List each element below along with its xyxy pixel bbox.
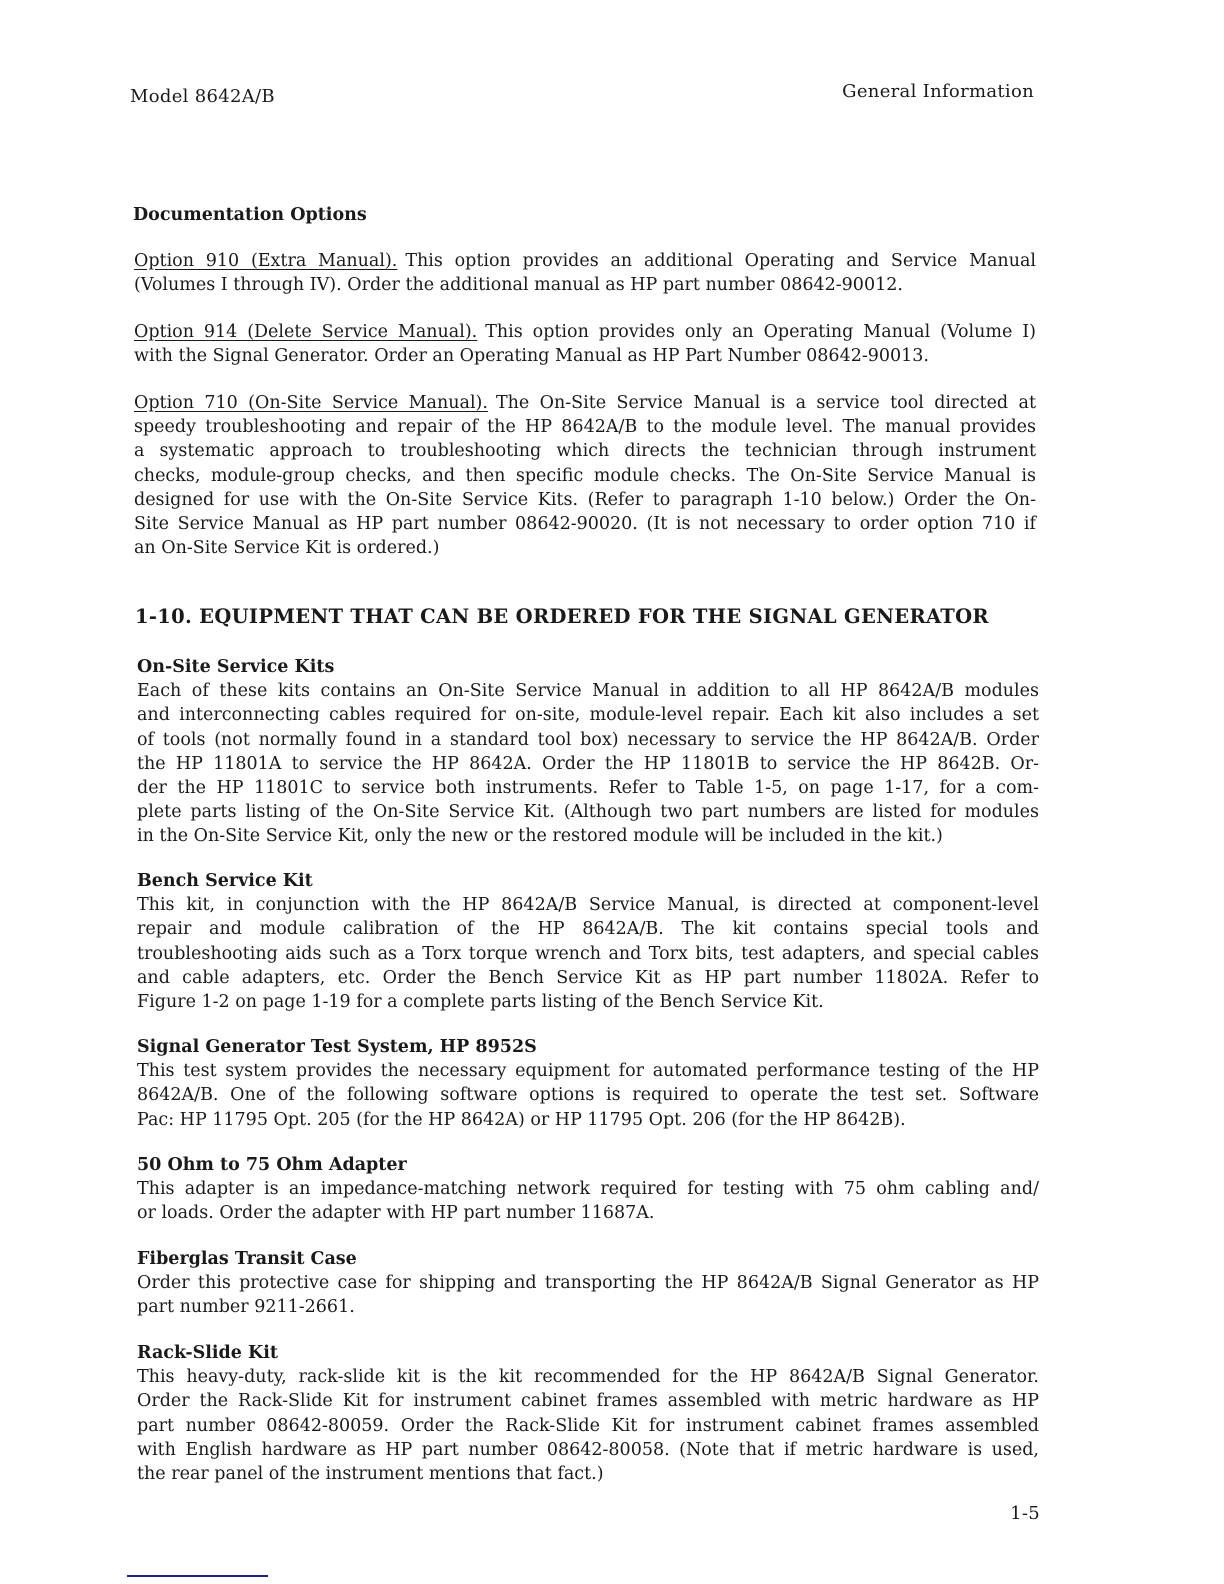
text-line: Order this protective case for shipping and transporting the HP 8642A/B Signal Generator as HP bbox=[137, 1273, 1039, 1294]
section-heading: 1-10. EQUIPMENT THAT CAN BE ORDERED FOR THE SIGNAL GENERATOR bbox=[135, 605, 989, 628]
text-line: This adapter is an impedance-matching network required for testing with 75 ohm cabling and/ bbox=[137, 1179, 1039, 1200]
equipment-item bbox=[137, 1035, 1039, 1132]
line-text: designed for use with the On-Site Service Kits. (Refer to paragraph 1-10 below.) Order the On- bbox=[134, 489, 1036, 510]
item-title: On-Site Service Kits bbox=[137, 657, 335, 677]
option-paragraph bbox=[134, 320, 1036, 368]
text-line: repair and module calibration of the HP 8642A/B. The kit contains special tools and bbox=[137, 919, 1039, 940]
equipment-item bbox=[137, 1153, 1039, 1226]
text-line bbox=[134, 464, 1036, 488]
line-text: This option provides only an Operating Manual (Volume I) bbox=[485, 322, 1036, 342]
line-text: checks, module-group checks, and then specific module checks. The On-Site Service Manual is bbox=[134, 465, 1036, 486]
line-text: a systematic approach to troubleshooting which directs the technician through instrument bbox=[134, 441, 1036, 462]
text-line: troubleshooting aids such as a Torx torque wrench and Torx bits, test adapters, and special cables bbox=[137, 943, 1039, 964]
text-line: This kit, in conjunction with the HP 8642A/B Service Manual, is directed at component-level bbox=[137, 895, 1039, 916]
text-line: in the On-Site Service Kit, only the new or the restored module will be included in the kit.) bbox=[137, 826, 943, 847]
text-line: plete parts listing of the On-Site Service Kit. (Although two part numbers are listed for modules bbox=[137, 802, 1039, 823]
equipment-item bbox=[137, 869, 1039, 1014]
text-line: and cable adapters, etc. Order the Bench Service Kit as HP part number 11802A. Refer to bbox=[137, 967, 1039, 988]
page-number: 1-5 bbox=[1010, 1503, 1040, 1524]
text-line: der the HP 11801C to service both instruments. Refer to Table 1-5, on page 1-17, for a com- bbox=[137, 778, 1039, 799]
text-line: the HP 11801A to service the HP 8642A. Order the HP 11801B to service the HP 8642B. Or- bbox=[137, 753, 1039, 774]
text-line bbox=[134, 320, 1036, 344]
item-title: Fiberglas Transit Case bbox=[137, 1249, 357, 1269]
option-label: Option 710 (On-Site Service Manual). bbox=[134, 393, 488, 413]
option-paragraph bbox=[134, 249, 1036, 297]
text-line: Figure 1-2 on page 1-19 for a complete parts listing of the Bench Service Kit. bbox=[137, 992, 824, 1013]
text-line bbox=[134, 439, 1036, 463]
text-line bbox=[134, 488, 1036, 512]
option-paragraph bbox=[134, 391, 1036, 560]
equipment-item bbox=[137, 655, 1039, 849]
line-text: Site Service Manual as HP part number 08642-90020. (It is not necessary to order option 710 if bbox=[134, 514, 1036, 535]
text-line bbox=[134, 344, 1036, 368]
text-line: of tools (not normally found in a standard tool box) necessary to service the HP 8642A/B. Order bbox=[137, 729, 1039, 750]
header-model: Model 8642A/B bbox=[130, 86, 275, 107]
text-line: and interconnecting cables required for on-site, module-level repair. Each kit also includes a set bbox=[137, 705, 1039, 726]
text-line: part number 9211-2661. bbox=[137, 1297, 355, 1318]
text-line: or loads. Order the adapter with HP part number 11687A. bbox=[137, 1203, 655, 1224]
text-line: the rear panel of the instrument mentions that fact.) bbox=[137, 1464, 604, 1485]
equipment-item bbox=[137, 1247, 1039, 1320]
footer-rule bbox=[127, 1575, 268, 1577]
item-title: Signal Generator Test System, HP 8952S bbox=[137, 1037, 537, 1057]
text-line bbox=[134, 249, 1036, 273]
text-line bbox=[134, 512, 1036, 536]
text-line: 8642A/B. One of the following software options is required to operate the test set. Software bbox=[137, 1085, 1039, 1106]
text-line bbox=[134, 273, 1036, 297]
option-label: Option 910 (Extra Manual). bbox=[134, 251, 398, 271]
text-line: This test system provides the necessary equipment for automated performance testing of the HP bbox=[137, 1061, 1039, 1082]
text-line: part number 08642-80059. Order the Rack-Slide Kit for instrument cabinet frames assembled bbox=[137, 1415, 1039, 1436]
header-section: General Information bbox=[842, 81, 1034, 102]
text-line: Order the Rack-Slide Kit for instrument cabinet frames assembled with metric hardware as HP bbox=[137, 1391, 1039, 1412]
item-title: 50 Ohm to 75 Ohm Adapter bbox=[137, 1155, 407, 1175]
equipment-item bbox=[137, 1341, 1039, 1486]
text-line: Pac: HP 11795 Opt. 205 (for the HP 8642A) or HP 11795 Opt. 206 (for the HP 8642B). bbox=[137, 1109, 906, 1130]
text-line: Each of these kits contains an On-Site Service Manual in addition to all HP 8642A/B modules bbox=[137, 681, 1039, 702]
text-line: This heavy-duty, rack-slide kit is the kit recommended for the HP 8642A/B Signal Generator. bbox=[137, 1367, 1039, 1388]
text-line bbox=[134, 391, 1036, 415]
line-text: speedy troubleshooting and repair of the HP 8642A/B to the module level. The manual provides bbox=[134, 417, 1036, 438]
text-line: with English hardware as HP part number 08642-80058. (Note that if metric hardware is used, bbox=[137, 1439, 1039, 1460]
line-text: This option provides an additional Operating and Service Manual bbox=[405, 251, 1036, 271]
line-text: an On-Site Service Kit is ordered.) bbox=[134, 538, 440, 559]
option-label: Option 914 (Delete Service Manual). bbox=[134, 322, 478, 342]
text-line bbox=[134, 415, 1036, 439]
line-text: with the Signal Generator. Order an Operating Manual as HP Part Number 08642-90013. bbox=[134, 346, 929, 367]
item-title: Bench Service Kit bbox=[137, 871, 313, 891]
line-text: The On-Site Service Manual is a service tool directed at bbox=[495, 393, 1036, 413]
text-line bbox=[134, 536, 1036, 560]
doc-options-title: Documentation Options bbox=[133, 205, 367, 225]
line-text: (Volumes I through IV). Order the additional manual as HP part number 08642-90012. bbox=[134, 275, 903, 296]
item-title: Rack-Slide Kit bbox=[137, 1343, 278, 1363]
